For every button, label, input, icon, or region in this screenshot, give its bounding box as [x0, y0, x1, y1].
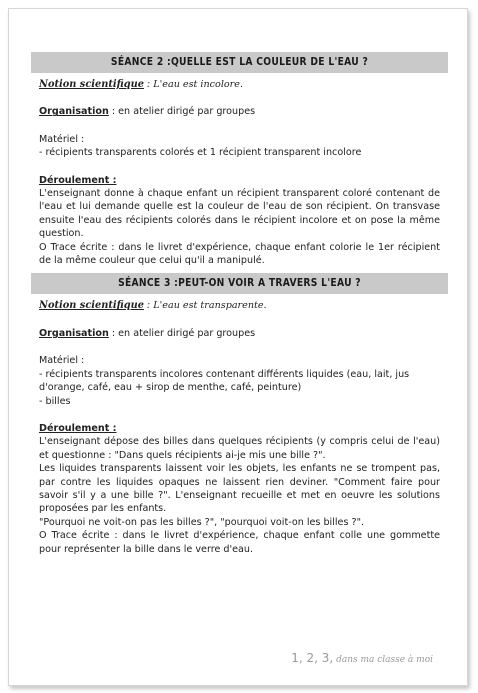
organisation-line [39, 105, 440, 118]
notion-scientifique-line [39, 78, 440, 91]
document-page [8, 8, 468, 686]
notion-separator: : [143, 79, 154, 90]
document-content [39, 52, 440, 556]
section-title-seance-3: SÉANCE 3 :PEUT-ON VOIR A TRAVERS L'EAU ? [31, 273, 448, 294]
section-title-seance-2: SÉANCE 2 :QUELLE EST LA COULEUR DE L'EAU ? [31, 52, 448, 73]
materiel-item: - récipients transparents incolores contenant différents liquides (eau, lait, jus d'orange, café, eau + sirop de menthe, café, peinture) [39, 368, 410, 394]
organisation-line [39, 327, 440, 340]
materiel-item: - récipients transparents colorés et 1 récipient transparent incolore [39, 147, 362, 159]
deroulement-label: Déroulement : [39, 174, 117, 186]
notion-scientifique-line [39, 299, 440, 312]
deroulement-paragraph: L'enseignant dépose des billes dans quelques récipients (y compris celui de l'eau) et questionne : "Dans quels récipients ai-je mis une bille ?". [39, 436, 440, 461]
organisation-text: : en atelier dirigé par groupes [108, 106, 256, 118]
deroulement-label: Déroulement : [39, 422, 117, 434]
organisation-label: Organisation [39, 106, 109, 118]
notion-separator: : [143, 300, 154, 312]
deroulement-paragraph: "Pourquoi ne voit-on pas les billes ?", "pourquoi voit-on les billes ?". [39, 516, 365, 528]
organisation-text: : en atelier dirigé par groupes [108, 327, 256, 339]
deroulement-paragraph: Les liquides transparents laissent voir les objets, les enfants ne se trompent pas, par contre les liquides opaques ne laissent rien deviner. "Comment faire pour savoir s'il y a une bille ?". L'enseignant recueille et met en oeuvre les solutions proposées par les enfants. [39, 463, 440, 515]
materiel-label: Matériel : [39, 355, 85, 367]
trace-ecrite-paragraph: O Trace écrite : dans le livret d'expérience, chaque enfant colle une gommette pour représenter la bille dans le verre d'eau. [39, 530, 440, 555]
organisation-label: Organisation [39, 327, 109, 339]
notion-text: L'eau est transparente. [153, 300, 267, 312]
deroulement-paragraph: L'enseignant donne à chaque enfant un récipient transparent coloré contenant de l'eau et lui demande quelle est la couleur de l'eau de son récipient. On transvase ensuite l'eau des récipients colorés dans le récipient incolore et on pose la même question. [39, 188, 440, 240]
footer-text: dans ma classe à moi [333, 655, 433, 665]
notion-label: Notion scientifique [39, 79, 144, 90]
materiel-item: - billes [39, 395, 71, 407]
materiel-label: Matériel : [39, 133, 85, 145]
notion-text: L'eau est incolore. [153, 79, 243, 90]
footer-numbers: 1, 2, 3, [291, 651, 334, 665]
footer-signature [291, 651, 433, 665]
trace-ecrite-paragraph: O Trace écrite : dans le livret d'expérience, chaque enfant colorie le 1er récipient de la même couleur que celui qu'il a manipulé. [39, 241, 440, 267]
notion-label: Notion scientifique [39, 300, 144, 312]
